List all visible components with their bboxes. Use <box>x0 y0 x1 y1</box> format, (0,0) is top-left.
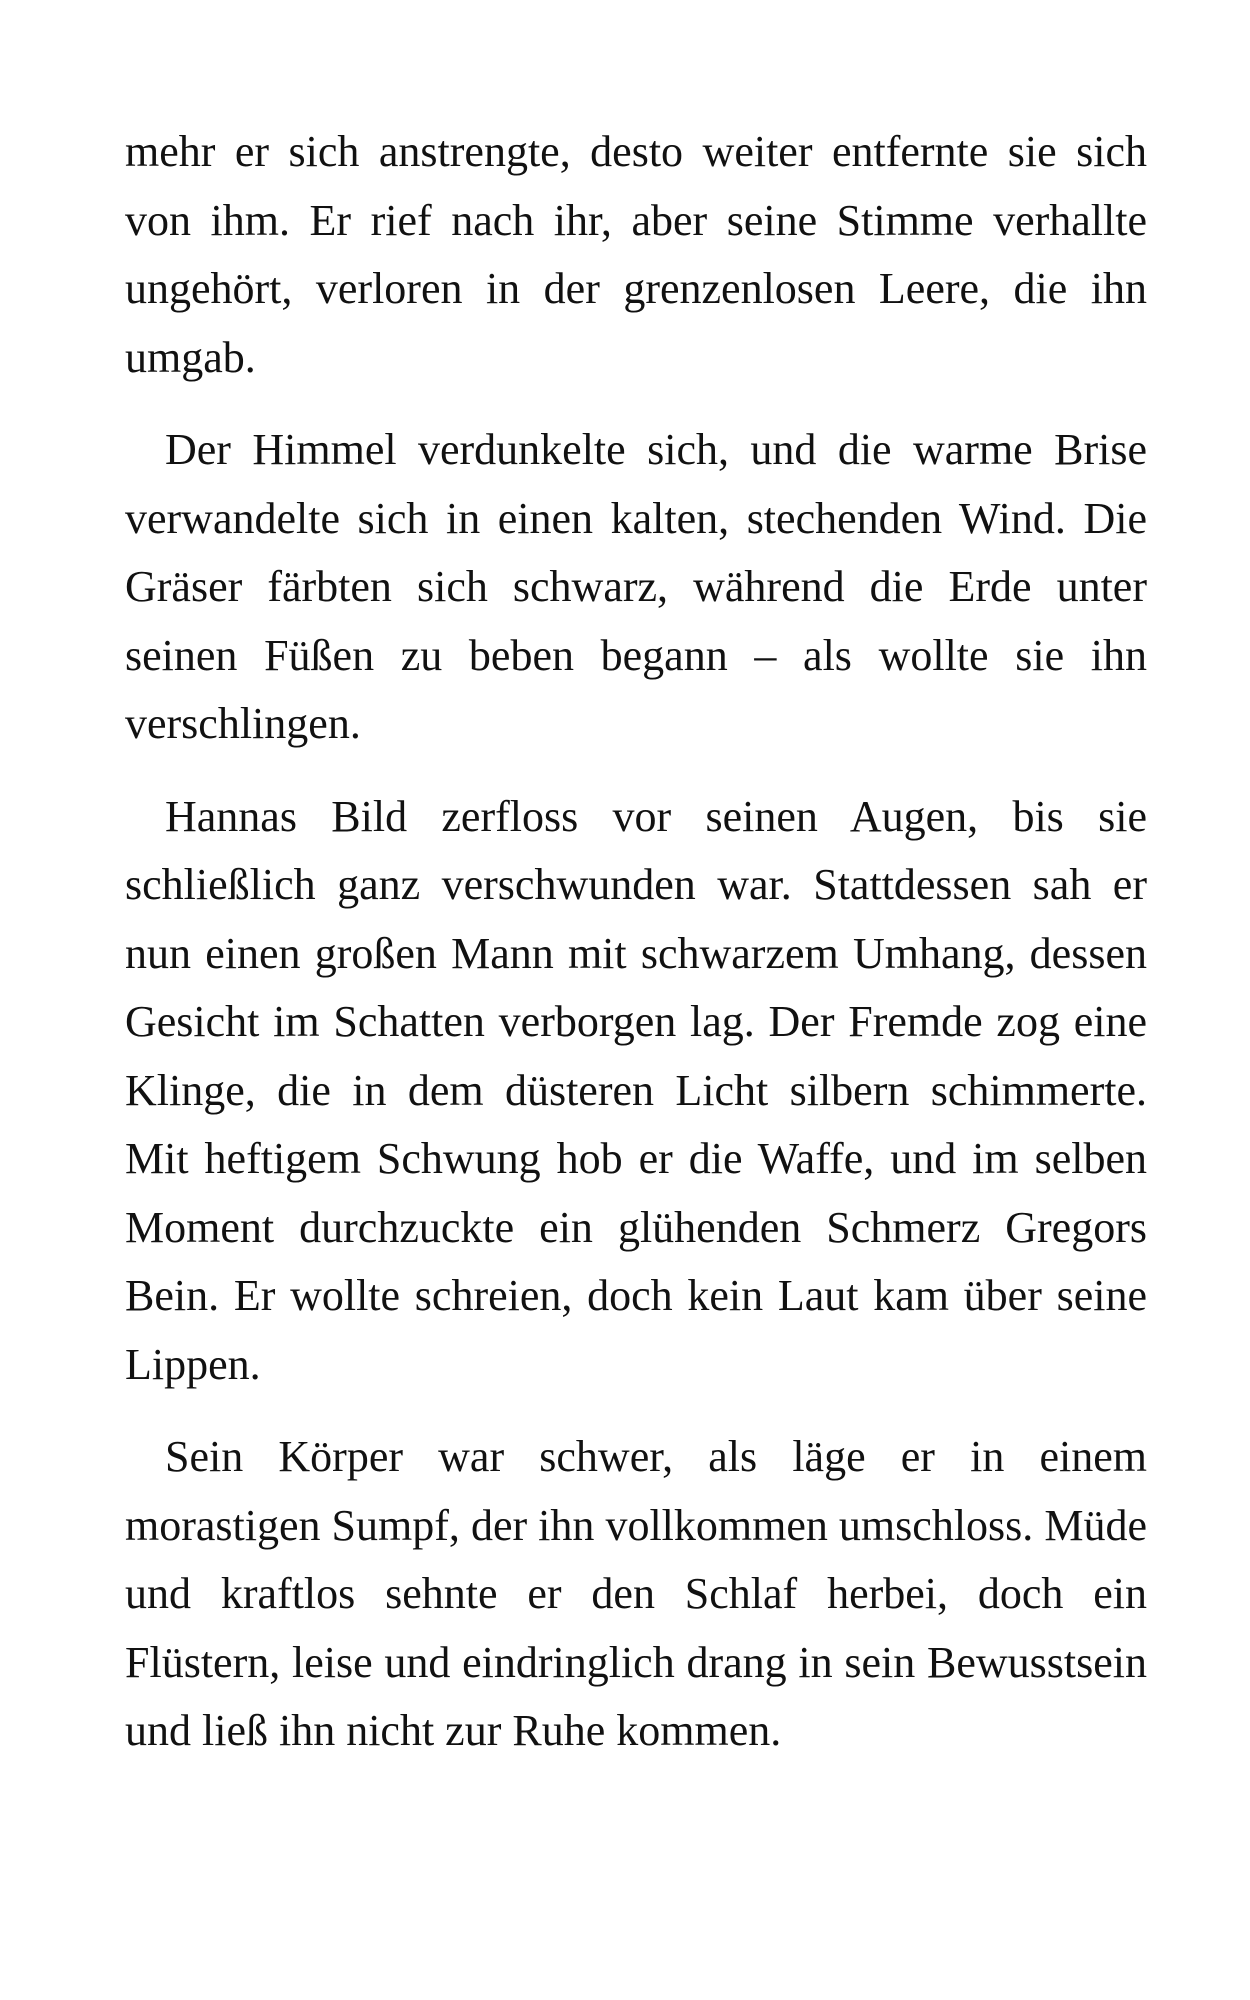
paragraph-continued: mehr er sich anstrengte, desto weiter entfernte sie sich von ihm. Er rief nach ihr, aber seine Stimme verhallte ungehört, verloren in der grenzenlosen Leere, die ihn umgab. <box>125 127 1147 382</box>
paragraph: Hannas Bild zerfloss vor seinen Augen, bis sie schließlich ganz verschwunden war. Stattdessen sah er nun einen großen Mann mit schwarzem Umhang, dessen Gesicht im Schatten verborgen lag. Der Fremde zog eine Klinge, die in dem düsteren Licht silbern schimmerte. Mit heftigem Schwung hob er die Waffe, und im selben Moment durchzuckte ein glühenden Schmerz Gregors Bein. Er wollte schreien, doch kein Laut kam über seine Lippen. <box>125 791 1147 1389</box>
paragraph: Der Himmel verdunkelte sich, und die warme Brise verwandelte sich in einen kalten, stechenden Wind. Die Gräser färbten sich schwarz, während die Erde unter seinen Füßen zu beben begann – als wollte sie ihn verschlingen. <box>125 425 1147 748</box>
paragraph: Sein Körper war schwer, als läge er in einem morastigen Sumpf, der ihn vollkommen umschloss. Müde und kraftlos sehnte er den Schlaf herbei, doch ein Flüstern, leise und eindringlich drang in sein Bewusstsein und ließ ihn nicht zur Ruhe kommen. <box>125 1432 1147 1755</box>
page-text <box>125 118 1147 1790</box>
